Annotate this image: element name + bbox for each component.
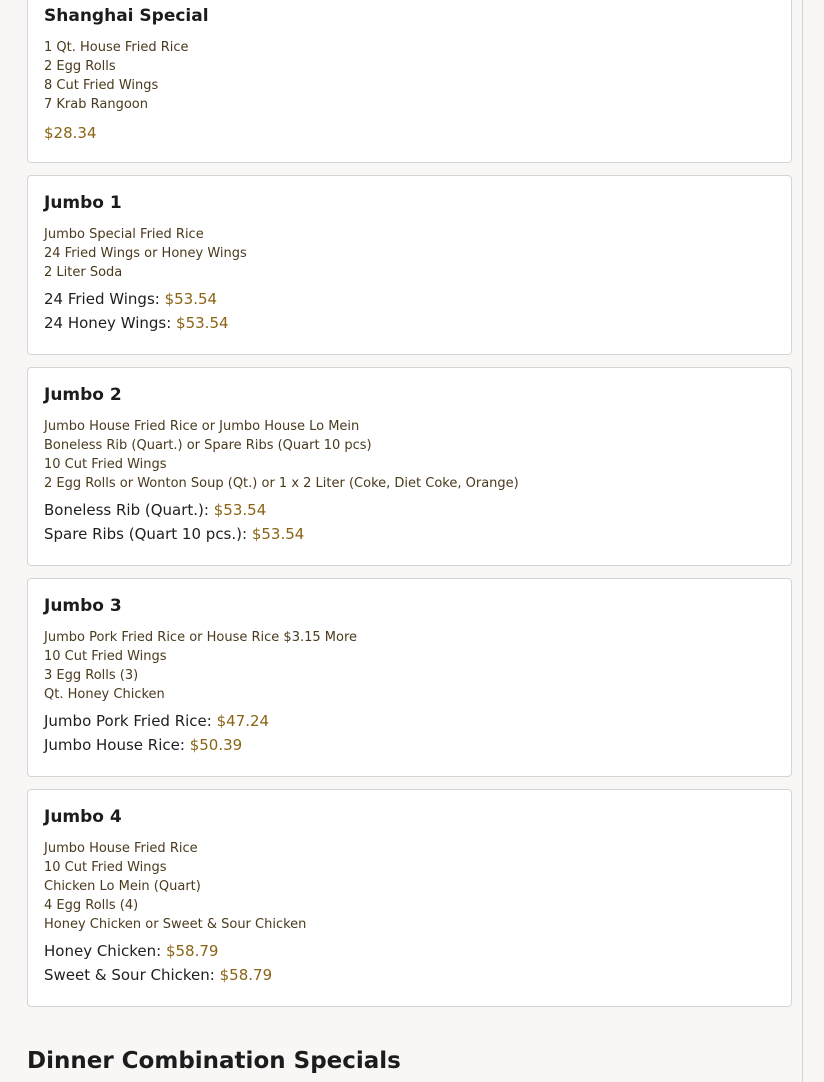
- option-label: Boneless Rib (Quart.):: [44, 501, 209, 519]
- price-option[interactable]: [44, 522, 775, 546]
- option-label: Sweet & Sour Chicken:: [44, 966, 215, 984]
- combo-card-jumbo-3[interactable]: [27, 578, 792, 777]
- combo-title: Shanghai Special: [44, 6, 209, 26]
- option-price: $58.79: [165, 942, 219, 960]
- combo-title: Jumbo 4: [44, 807, 122, 827]
- price-options: [44, 939, 775, 987]
- price-options: [44, 498, 775, 546]
- combo-item: 10 Cut Fried Wings: [44, 649, 167, 664]
- option-price: $53.54: [213, 501, 267, 519]
- price-option[interactable]: [44, 963, 775, 987]
- combo-item: 2 Egg Rolls or Wonton Soup (Qt.) or 1 x 2 Liter (Coke, Diet Coke, Orange): [44, 476, 519, 491]
- price-option[interactable]: [44, 311, 775, 335]
- combo-item: Jumbo Special Fried Rice: [44, 227, 204, 242]
- combo-item: 2 Egg Rolls: [44, 59, 116, 74]
- price-option[interactable]: [44, 498, 775, 522]
- combo-title: Jumbo 1: [44, 193, 122, 213]
- combo-card-jumbo-4[interactable]: [27, 789, 792, 1007]
- option-price: $53.54: [176, 314, 229, 332]
- combo-title: Jumbo 3: [44, 596, 122, 616]
- option-price: $58.79: [219, 966, 273, 984]
- combo-item: Qt. Honey Chicken: [44, 687, 165, 702]
- combo-card-jumbo-1[interactable]: [27, 175, 792, 355]
- combo-items: [44, 38, 775, 114]
- combo-item: 2 Liter Soda: [44, 265, 123, 280]
- combo-card-jumbo-2[interactable]: [27, 367, 792, 566]
- combo-title: Jumbo 2: [44, 385, 122, 405]
- combo-item: 8 Cut Fried Wings: [44, 78, 159, 93]
- price-option[interactable]: [44, 733, 775, 757]
- section-heading: Dinner Combination Specials: [27, 1048, 401, 1074]
- option-label: 24 Honey Wings:: [44, 314, 172, 332]
- combo-item: 10 Cut Fried Wings: [44, 457, 167, 472]
- combo-item: Chicken Lo Mein (Quart): [44, 879, 201, 894]
- price-option[interactable]: [44, 939, 775, 963]
- price-option[interactable]: [44, 709, 775, 733]
- option-label: Jumbo Pork Fried Rice:: [44, 712, 212, 730]
- option-label: Spare Ribs (Quart 10 pcs.):: [44, 525, 248, 543]
- option-label: Honey Chicken:: [44, 942, 162, 960]
- combo-items: [44, 225, 775, 282]
- combo-items: [44, 417, 775, 493]
- combo-item: 24 Fried Wings or Honey Wings: [44, 246, 247, 261]
- combo-items: [44, 628, 775, 704]
- price-options: [44, 709, 775, 757]
- combo-item: 4 Egg Rolls (4): [44, 898, 139, 913]
- price-option[interactable]: [44, 287, 775, 311]
- option-label: Jumbo House Rice:: [44, 736, 185, 754]
- combo-item: 10 Cut Fried Wings: [44, 860, 167, 875]
- combo-item: Honey Chicken or Sweet & Sour Chicken: [44, 917, 307, 932]
- combo-item: Jumbo House Fried Rice: [44, 841, 198, 856]
- combo-item: Jumbo House Fried Rice or Jumbo House Lo Mein: [44, 419, 360, 434]
- option-price: $47.24: [216, 712, 270, 730]
- combo-item: 3 Egg Rolls (3): [44, 668, 139, 683]
- combo-items: [44, 839, 775, 934]
- combo-price: $28.34: [44, 124, 97, 142]
- option-price: $53.54: [251, 525, 305, 543]
- option-price: $53.54: [164, 290, 218, 308]
- combo-item: 7 Krab Rangoon: [44, 97, 148, 112]
- option-label: 24 Fried Wings:: [44, 290, 160, 308]
- price-options: [44, 287, 775, 335]
- combo-item: Boneless Rib (Quart.) or Spare Ribs (Quart 10 pcs): [44, 438, 372, 453]
- option-price: $50.39: [189, 736, 243, 754]
- combo-item: Jumbo Pork Fried Rice or House Rice $3.15 More: [44, 630, 358, 645]
- combo-card-shanghai-special[interactable]: [27, 0, 792, 163]
- combo-item: 1 Qt. House Fried Rice: [44, 40, 189, 55]
